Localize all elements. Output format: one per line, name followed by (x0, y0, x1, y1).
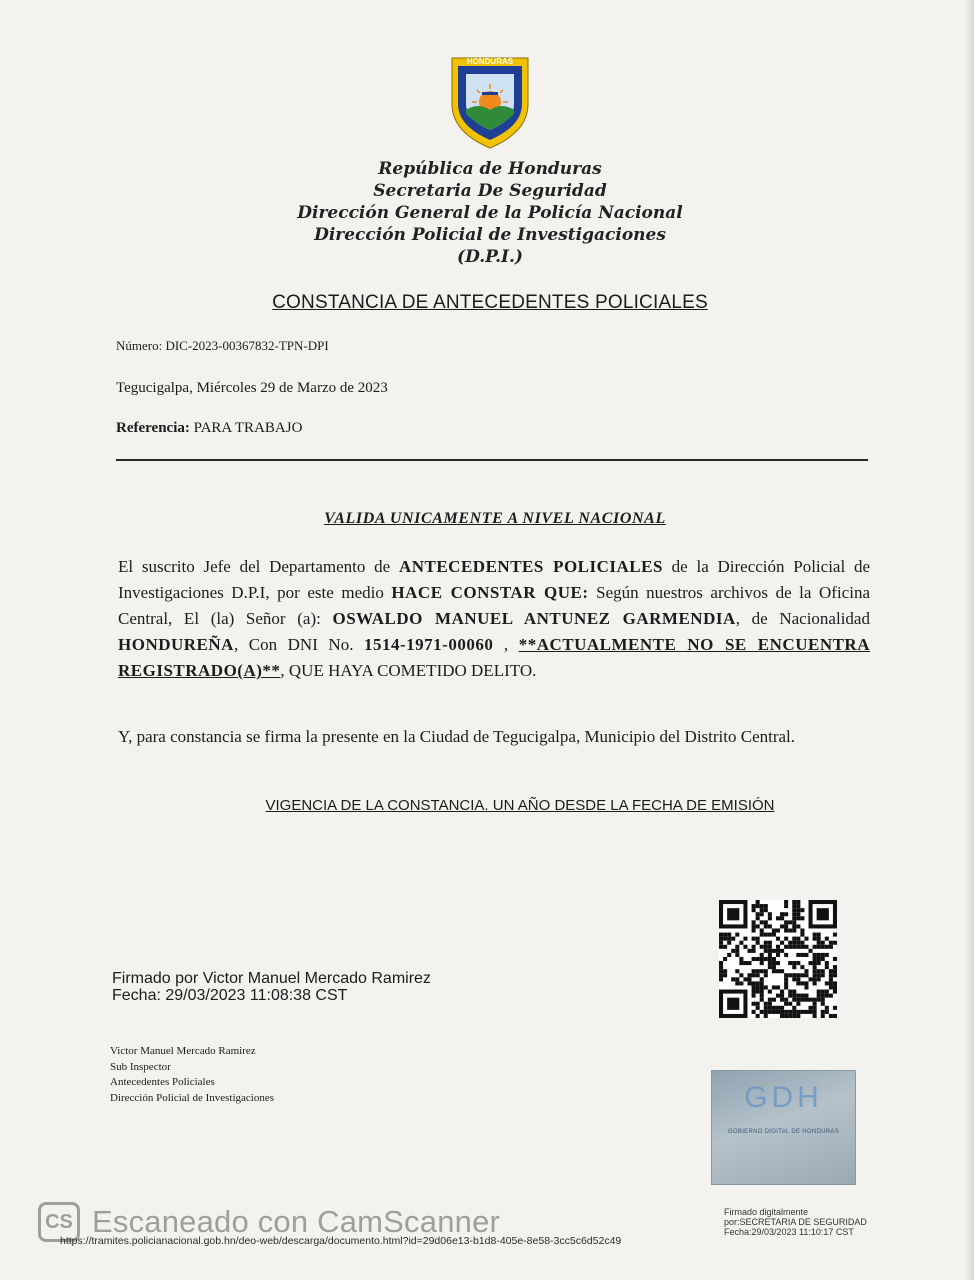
divider (116, 459, 868, 461)
camscanner-logo-icon: CS (38, 1202, 80, 1242)
signatory-direction: Dirección Policial de Investigaciones (110, 1091, 275, 1104)
referencia-line (116, 420, 302, 437)
place-date: Tegucigalpa, Miércoles 29 de Marzo de 2023 (116, 380, 388, 396)
signatory-rank: Sub Inspector (110, 1060, 171, 1073)
signatory-name: Victor Manuel Mercado Ramirez (110, 1045, 256, 1057)
camscanner-text: Escaneado con CamScanner (92, 1204, 501, 1239)
vigencia-note: VIGENCIA DE LA CONSTANCIA. UN AÑO DESDE LA FECHA DE EMISIÓN (265, 797, 775, 814)
nationality: HONDUREÑA (118, 635, 234, 654)
gdh-stamp-title: GDH (744, 1081, 823, 1114)
body-text: , de Nacionalidad (735, 609, 870, 628)
verification-url: https://tramites.policianacional.gob.hn/deo-web/descarga/documento.html?id=29d06e13-b1d8-405e-8e58-3cc5c6d52c49 (60, 1235, 622, 1247)
numero-line (116, 338, 329, 354)
page-edge-shadow (964, 0, 974, 1280)
header-line-dpi: (D.P.I.) (457, 247, 523, 267)
header-line-republica: República de Honduras (378, 159, 602, 179)
gdh-stamp-subtitle: GOBIERNO DIGITAL DE HONDURAS (727, 1129, 840, 1135)
header-line-secretaria: Secretaria De Seguridad (373, 181, 607, 201)
person-name: OSWALDO MANUEL ANTUNEZ GARMENDIA (332, 609, 736, 628)
signed-date-line: Fecha: 29/03/2023 11:08:38 CST (112, 987, 348, 1004)
body-text: Según nuestros archivos de la Oficina Central, El (la) Señor (a): (118, 583, 870, 628)
body-text: de la Dirección Policial de Investigaciones D.P.I, por este medio (118, 557, 870, 602)
signatory-block (110, 1044, 274, 1106)
document-title: CONSTANCIA DE ANTECEDENTES POLICIALES (272, 292, 708, 313)
digital-signature-line: Firmado digitalmente (724, 1207, 809, 1217)
numero-label: Número: (116, 338, 163, 353)
referencia-value: PARA TRABAJO (193, 420, 303, 436)
gdh-stamp (711, 1070, 856, 1185)
closing-paragraph: Y, para constancia se firma la presente en la Ciudad de Tegucigalpa, Municipio del Distrito Central. (118, 727, 796, 746)
digital-signature-line: Fecha:29/03/2023 11:10:17 CST (724, 1227, 854, 1237)
header-line-direccion-general: Dirección General de la Policía Nacional (297, 203, 683, 223)
numero-value: DIC-2023-00367832-TPN-DPI (165, 338, 329, 353)
hace-constar: HACE CONSTAR QUE: (391, 583, 589, 602)
department-name: ANTECEDENTES POLICIALES (398, 557, 663, 576)
dni-number: 1514-1971-00060 (364, 635, 494, 654)
signed-by-line: Firmado por Victor Manuel Mercado Ramirez (112, 970, 431, 987)
emblem-banner-text: HONDURAS (466, 57, 514, 66)
signed-by-block (112, 970, 431, 1004)
signatory-department: Antecedentes Policiales (110, 1076, 215, 1088)
header-line-direccion-policial: Dirección Policial de Investigaciones (314, 225, 666, 245)
certification-paragraph (118, 554, 870, 684)
qr-code (719, 899, 837, 1019)
valida-heading: VALIDA UNICAMENTE A NIVEL NACIONAL (324, 510, 666, 527)
body-text: El suscrito Jefe del Departamento de (118, 557, 399, 576)
police-shield-emblem (444, 52, 536, 152)
body-text: , Con DNI No. (233, 635, 365, 654)
body-text: , (493, 635, 519, 654)
body-text: , QUE HAYA COMETIDO DELITO. (280, 661, 537, 680)
digital-signature-line: por:SECRETARIA DE SEGURIDAD (724, 1217, 867, 1227)
referencia-label: Referencia: (116, 420, 190, 436)
digital-signature-note (724, 1207, 867, 1237)
record-status: **ACTUALMENTE NO SE ENCUENTRA REGISTRADO(A)** (118, 635, 870, 680)
